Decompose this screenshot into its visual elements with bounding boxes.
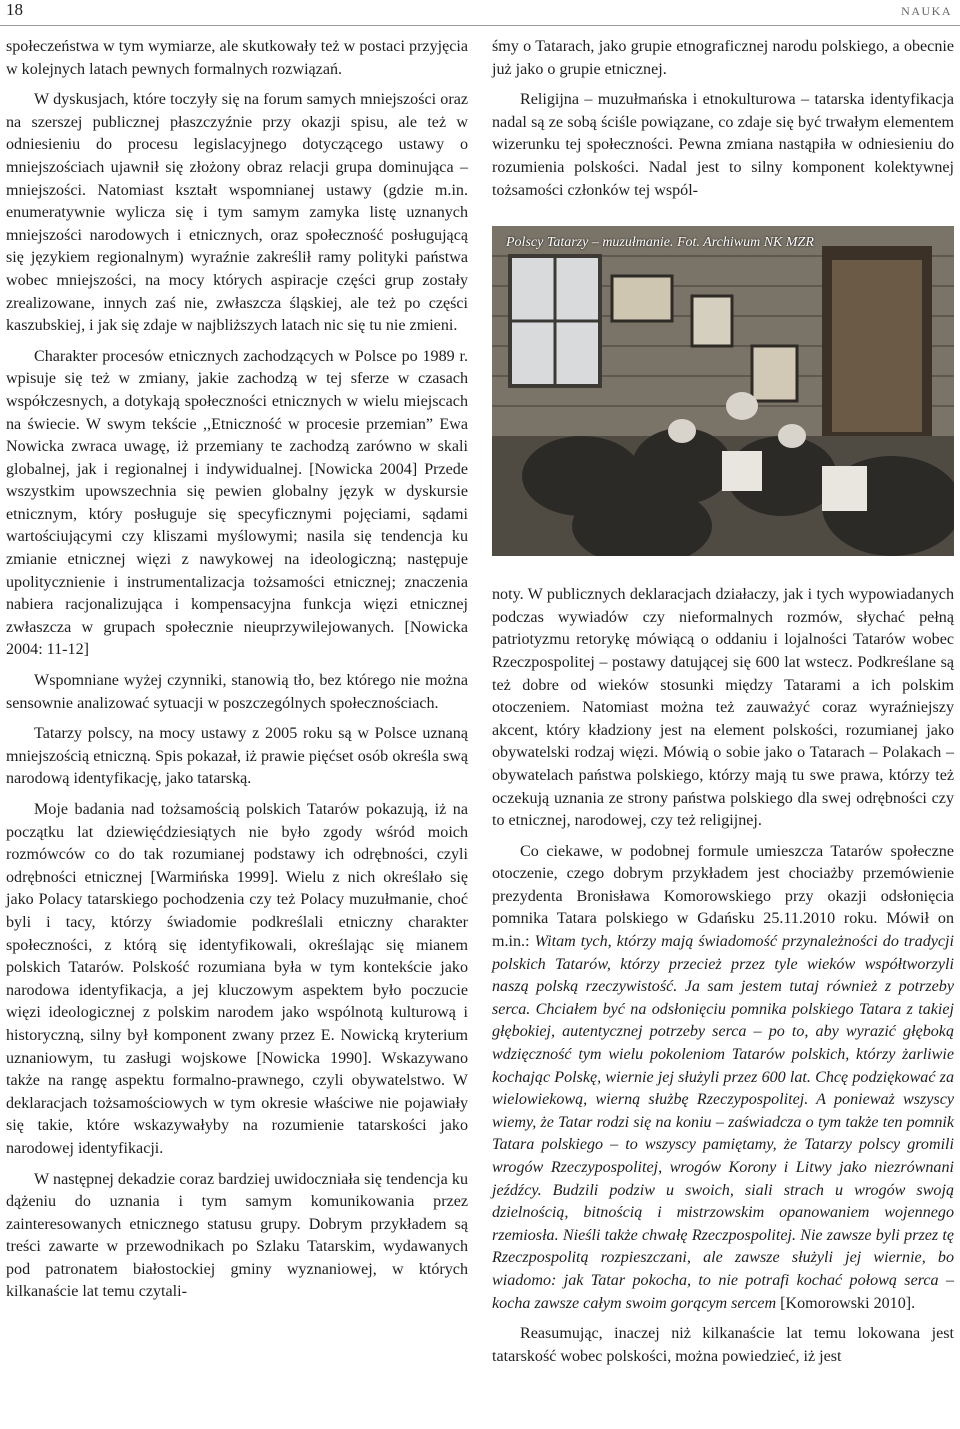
header-rule: [0, 25, 960, 26]
paragraph: W dyskusjach, które toczyły się na forum samych mniejszości oraz na szerszej publicznej płaszczyźnie przy okazji spisu, ale też w odniesieniu do procesu legislacyjnego dotyczącego ustawy o mniejszościach ujawnił się złożony obraz relacji grupa dominująca – mniejszości. Natomiast kształt wspomnianej ustawy (gdzie m.in. enumeratywnie wylicza się i tym samym zamyka listę uznanych mniejszości narodowych i etnicznych, oraz społeczność posługującą się językiem regionalnym) wyraźnie zakreślił ramy polityki państwa wobec mniejszości, na mocy których aspiracje części grup zostały zrealizowane, innych zaś nie, zwłaszcza śląskiej, ale też po części kaszubskiej, i jak się zdaje w najbliższych latach nic się tu nie zmieni.: [6, 91, 468, 335]
paragraph-text: Co ciekawe, w podobnej formule umieszcza Tatarów społeczne otoczenie, czego dobrym przykładem jest chociażby przemówienie prezydenta Bronisława Komorowskiego przy okazji odsłonięcia pomnika Tatara polskiego w Gdańsku 25.11.2010 roku. Mówił on m.in.:: [492, 842, 954, 951]
paragraph-with-quote: [492, 841, 954, 1315]
paragraph: Moje badania nad tożsamością polskich Tatarów pokazują, iż na początku lat dziewięćdziesiątych nie było zgody wśród moich rozmówców co do tak rozumianej podstawy ich odrębności, czyli odrębności etnicznej [Warmińska 1999]. Wielu z nich określało się jako Polacy tatarskiego pochodzenia czy też Polacy muzułmanie, choć byli i tacy, którzy świadomie podkreślali etniczny charakter społeczności, z którą się identyfikowali, określając się mianem polskich Tatarów. Polskość rozumiana była w tym kontekście jako narodowa identyfikacja, a jej kluczowym aspektem było poczucie więzi ideologicznej z polskim narodem jako wspólnotą kulturową i historyczną, silny był komponent zwany przez E. Nowicką kryterium uznaniowym, tu zasługi wojskowe [Nowicka 1990]. Wskazywano także na rangę aspektu formalno-prawnego, czyli obywatelstwo. W deklaracjach tożsamościowych w tym okresie właściwe nie pojawiały się takie, które wskazywałyby na rozumienie tatarskości jako narodowej identyfikacji.: [6, 801, 468, 1157]
quote: Witam tych, którzy mają świadomość przynależności do tradycji polskich Tatarów, którzy przecież przez tyle wieków współtworzyli naszą polską rzeczywistość. Ja sam jestem tutaj również z potrzeby serca. Chciałem być na odsłonięciu pomnika polskiego Tatara z takiej głębokiej, autentycznej potrzeby serca – po to, aby wyrazić głęboką wdzięczność tym wielu pokoleniom Tatarów polskich, którzy żarliwie kochając Polskę, wiernie jej służyli przez 600 lat. Chcę podziękować za wielowiekową, wierną służbę Rzeczypospolitej. A ponieważ wszyscy wiemy, że Tatar rodzi się na koniu – zaświadcza o tym także ten pomnik Tatara polskiego – to wszyscy pamiętamy, że Tatarzy polscy gromili wrogów Rzeczypospolitej, wrogów Korony i Litwy jako niezrównani jeźdźcy. Budzili podziw u swoich, siali strach u wrogów swoją dzielnością, bitnością i mistrzowskim opanowaniem wojennego rzemiosła. Nieśli także chwałę Rzeczpospolitej. Nie zawsze byli przez tę Rzeczpospolitą rozpieszczani, ale zawsze służyli jej wiernie, bo wiadomo: jak Tatar pokocha, to nie potrafi kochać połową serca – kocha zawsze całym swoim gorącym sercem: [492, 933, 954, 1312]
paragraph: Tatarzy polscy, na mocy ustawy z 2005 roku są w Polsce uznaną mniejszością etniczną. Spis pokazał, iż prawie pięćset osób określa swą narodową identyfikację, jako tatarską.: [6, 725, 468, 788]
mosque-photo: [492, 226, 954, 556]
left-column: [6, 36, 468, 1312]
section-label: NAUKA: [901, 4, 952, 18]
paragraph: śmy o Tatarach, jako grupie etnograficznej narodu polskiego, a obecnie już jako o grupie etnicznej.: [492, 38, 954, 78]
citation: [Komorowski 2010].: [776, 1294, 916, 1312]
paragraph: Reasumując, inaczej niż kilkanaście lat temu lokowana jest tatarskość wobec polskości, można powiedzieć, iż jest: [492, 1325, 954, 1365]
paragraph: Religijna – muzułmańska i etnokulturowa – tatarska identyfikacja nadal są ze sobą ściśle powiązane, co zdaje się być trwałym elementem wizerunku tej społeczności. Pewna zmiana nastąpiła w odniesieniu do rozumienia polskości. Nadal jest to silny komponent kolektywnej tożsamości członków tej wspól-: [492, 91, 954, 199]
paragraph: Wspomniane wyżej czynniki, stanowią tło, bez którego nie można sensownie analizować sytuacji w poszczególnych społecznościach.: [6, 672, 468, 712]
photo-caption: Polscy Tatarzy – muzułmanie. Fot. Archiwum NK MZR: [506, 235, 814, 251]
page-header: [0, 0, 960, 26]
right-column: [492, 36, 954, 1376]
paragraph: W następnej dekadzie coraz bardziej uwidoczniała się tendencja ku dążeniu do uznania i tym samym komunikowania przez zainteresowanych etnicznego statusu grupy. Dobrym przykładem są treści zawarte w przewodnikach po Szlaku Tatarskim, wydawanych pod patronatem białostockiej gminy wyznaniowej, w których kilkanaście lat temu czytali-: [6, 1170, 468, 1301]
page-number: 18: [6, 0, 23, 19]
paragraph: społeczeństwa w tym wymiarze, ale skutkowały też w postaci przyjęcia w kolejnych latach pewnych formalnych rozwiązań.: [6, 38, 468, 78]
paragraph: noty. W publicznych deklaracjach działaczy, jak i tych wypowiadanych podczas wywiadów czy nieformalnych rozmów, słychać pełną patriotyzmu retorykę mówiącą o oddaniu i lojalności Tatarów wobec Rzeczpospolitej – postawy datującej się 600 lat wstecz. Podkreślane są też dobre od wieków stosunki między Tatarami a ich polskim otoczeniem. Natomiast można też zauważyć coraz wyraźniejszy akcent, który kładziony jest na element polskości, rozumianej jako obywatelski rodzaj więzi. Mówią o sobie jako o Tatarach – Polakach – obywatelach państwa polskiego, którzy mają tu swe prawa, którzy też oczekują uznania ze strony państwa polskiego dla swej odrębności czy to etnicznej, narodowej, czy też religijnej.: [492, 586, 954, 830]
photo-illustration: [492, 226, 954, 556]
paragraph: Charakter procesów etnicznych zachodzących w Polsce po 1989 r. wpisuje się też w zmiany, jakie zachodzą w tej sferze w czasach współczesnych, a dotykają społeczności etnicznych w wielu miejscach na świecie. W swym tekście ,,Etniczność w procesie przemian” Ewa Nowicka zwraca uwagę, iż przemiany te zachodzą zarówno w skali globalnej, jak i regionalnej i indywidualnej. [Nowicka 2004] Przede wszystkim upowszechnia się pewien globalny język w dyskursie etnicznym, który posługuje się specyficznymi pojęciami, sądami wartościującymi czy kliszami myślowymi; nasila się tendencja ku zmianie etnicznej więzi z nawykowej na ideologiczną; następuje upolitycznienie i instrumentalizacja tożsamości etnicznej; znaczenia nabiera racjonalizująca i kompensacyjna funkcja więzi etnicznej zwłaszcza w grupach społecznie nieuprzywilejowanych. [Nowicka 2004: 11-12]: [6, 347, 468, 659]
